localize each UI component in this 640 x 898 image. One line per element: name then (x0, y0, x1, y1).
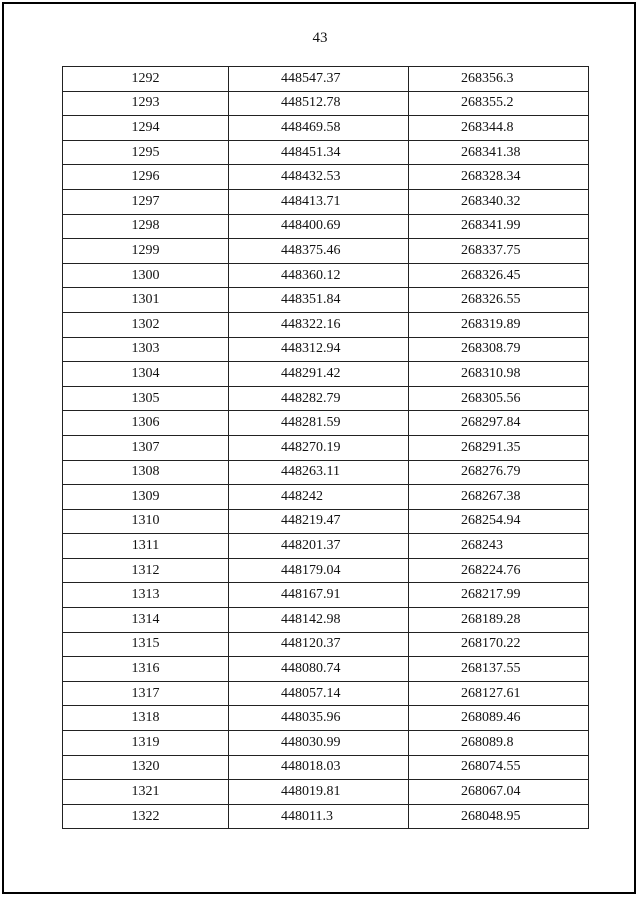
table-row (63, 435, 589, 460)
y-coordinate-cell: 268074.55 (409, 755, 589, 780)
table-row (63, 755, 589, 780)
y-coordinate-cell: 268297.84 (409, 411, 589, 436)
x-coordinate-cell: 448035.96 (229, 706, 409, 731)
table-row (63, 681, 589, 706)
point-number-cell: 1315 (63, 632, 229, 657)
x-coordinate-cell: 448432.53 (229, 165, 409, 190)
table-row (63, 165, 589, 190)
point-number-cell: 1303 (63, 337, 229, 362)
table-row (63, 657, 589, 682)
table-row (63, 583, 589, 608)
point-number-cell: 1317 (63, 681, 229, 706)
y-coordinate-cell: 268243 (409, 534, 589, 559)
y-coordinate-cell: 268341.99 (409, 214, 589, 239)
point-number-cell: 1305 (63, 386, 229, 411)
x-coordinate-cell: 448282.79 (229, 386, 409, 411)
x-coordinate-cell: 448018.03 (229, 755, 409, 780)
y-coordinate-cell: 268341.38 (409, 140, 589, 165)
point-number-cell: 1296 (63, 165, 229, 190)
y-coordinate-cell: 268337.75 (409, 239, 589, 264)
y-coordinate-cell: 268310.98 (409, 362, 589, 387)
y-coordinate-cell: 268355.2 (409, 91, 589, 116)
table-row (63, 558, 589, 583)
table-row (63, 706, 589, 731)
point-number-cell: 1295 (63, 140, 229, 165)
x-coordinate-cell: 448375.46 (229, 239, 409, 264)
table-row (63, 140, 589, 165)
table-row (63, 116, 589, 141)
table-row (63, 485, 589, 510)
x-coordinate-cell: 448360.12 (229, 263, 409, 288)
point-number-cell: 1313 (63, 583, 229, 608)
point-number-cell: 1318 (63, 706, 229, 731)
point-number-cell: 1298 (63, 214, 229, 239)
point-number-cell: 1320 (63, 755, 229, 780)
x-coordinate-cell: 448080.74 (229, 657, 409, 682)
point-number-cell: 1310 (63, 509, 229, 534)
table-row (63, 731, 589, 756)
y-coordinate-cell: 268089.46 (409, 706, 589, 731)
y-coordinate-cell: 268319.89 (409, 312, 589, 337)
point-number-cell: 1312 (63, 558, 229, 583)
y-coordinate-cell: 268328.34 (409, 165, 589, 190)
table-row (63, 534, 589, 559)
x-coordinate-cell: 448030.99 (229, 731, 409, 756)
x-coordinate-cell: 448167.91 (229, 583, 409, 608)
point-number-cell: 1293 (63, 91, 229, 116)
x-coordinate-cell: 448400.69 (229, 214, 409, 239)
point-number-cell: 1314 (63, 608, 229, 633)
table-row (63, 608, 589, 633)
point-number-cell: 1311 (63, 534, 229, 559)
y-coordinate-cell: 268189.28 (409, 608, 589, 633)
x-coordinate-cell: 448011.3 (229, 804, 409, 829)
x-coordinate-cell: 448451.34 (229, 140, 409, 165)
point-number-cell: 1322 (63, 804, 229, 829)
y-coordinate-cell: 268170.22 (409, 632, 589, 657)
table-row (63, 288, 589, 313)
y-coordinate-cell: 268254.94 (409, 509, 589, 534)
x-coordinate-cell: 448270.19 (229, 435, 409, 460)
x-coordinate-cell: 448413.71 (229, 189, 409, 214)
table-row (63, 263, 589, 288)
x-coordinate-cell: 448057.14 (229, 681, 409, 706)
table-row (63, 362, 589, 387)
x-coordinate-cell: 448019.81 (229, 780, 409, 805)
x-coordinate-cell: 448547.37 (229, 67, 409, 92)
x-coordinate-cell: 448263.11 (229, 460, 409, 485)
x-coordinate-cell: 448242 (229, 485, 409, 510)
x-coordinate-cell: 448179.04 (229, 558, 409, 583)
table-row (63, 239, 589, 264)
point-number-cell: 1297 (63, 189, 229, 214)
point-number-cell: 1321 (63, 780, 229, 805)
y-coordinate-cell: 268127.61 (409, 681, 589, 706)
point-number-cell: 1309 (63, 485, 229, 510)
y-coordinate-cell: 268224.76 (409, 558, 589, 583)
y-coordinate-cell: 268356.3 (409, 67, 589, 92)
page-number: 43 (312, 30, 328, 46)
point-number-cell: 1308 (63, 460, 229, 485)
table-row (63, 509, 589, 534)
point-number-cell: 1319 (63, 731, 229, 756)
table-row (63, 67, 589, 92)
y-coordinate-cell: 268305.56 (409, 386, 589, 411)
coordinate-table (62, 66, 589, 829)
y-coordinate-cell: 268267.38 (409, 485, 589, 510)
point-number-cell: 1300 (63, 263, 229, 288)
x-coordinate-cell: 448469.58 (229, 116, 409, 141)
y-coordinate-cell: 268326.55 (409, 288, 589, 313)
x-coordinate-cell: 448201.37 (229, 534, 409, 559)
y-coordinate-cell: 268291.35 (409, 435, 589, 460)
table-row (63, 214, 589, 239)
table-row (63, 632, 589, 657)
x-coordinate-cell: 448351.84 (229, 288, 409, 313)
y-coordinate-cell: 268340.32 (409, 189, 589, 214)
y-coordinate-cell: 268217.99 (409, 583, 589, 608)
point-number-cell: 1316 (63, 657, 229, 682)
point-number-cell: 1292 (63, 67, 229, 92)
y-coordinate-cell: 268048.95 (409, 804, 589, 829)
table-row (63, 189, 589, 214)
y-coordinate-cell: 268276.79 (409, 460, 589, 485)
y-coordinate-cell: 268137.55 (409, 657, 589, 682)
table-row (63, 312, 589, 337)
y-coordinate-cell: 268308.79 (409, 337, 589, 362)
point-number-cell: 1301 (63, 288, 229, 313)
table-row (63, 91, 589, 116)
x-coordinate-cell: 448120.37 (229, 632, 409, 657)
table-row (63, 780, 589, 805)
y-coordinate-cell: 268326.45 (409, 263, 589, 288)
x-coordinate-cell: 448219.47 (229, 509, 409, 534)
coordinate-table-body (63, 67, 589, 829)
table-row (63, 804, 589, 829)
x-coordinate-cell: 448512.78 (229, 91, 409, 116)
point-number-cell: 1304 (63, 362, 229, 387)
table-row (63, 411, 589, 436)
point-number-cell: 1299 (63, 239, 229, 264)
point-number-cell: 1302 (63, 312, 229, 337)
table-row (63, 337, 589, 362)
y-coordinate-cell: 268067.04 (409, 780, 589, 805)
table-row (63, 460, 589, 485)
point-number-cell: 1306 (63, 411, 229, 436)
x-coordinate-cell: 448322.16 (229, 312, 409, 337)
point-number-cell: 1294 (63, 116, 229, 141)
y-coordinate-cell: 268344.8 (409, 116, 589, 141)
point-number-cell: 1307 (63, 435, 229, 460)
y-coordinate-cell: 268089.8 (409, 731, 589, 756)
table-row (63, 386, 589, 411)
x-coordinate-cell: 448281.59 (229, 411, 409, 436)
x-coordinate-cell: 448142.98 (229, 608, 409, 633)
x-coordinate-cell: 448312.94 (229, 337, 409, 362)
x-coordinate-cell: 448291.42 (229, 362, 409, 387)
